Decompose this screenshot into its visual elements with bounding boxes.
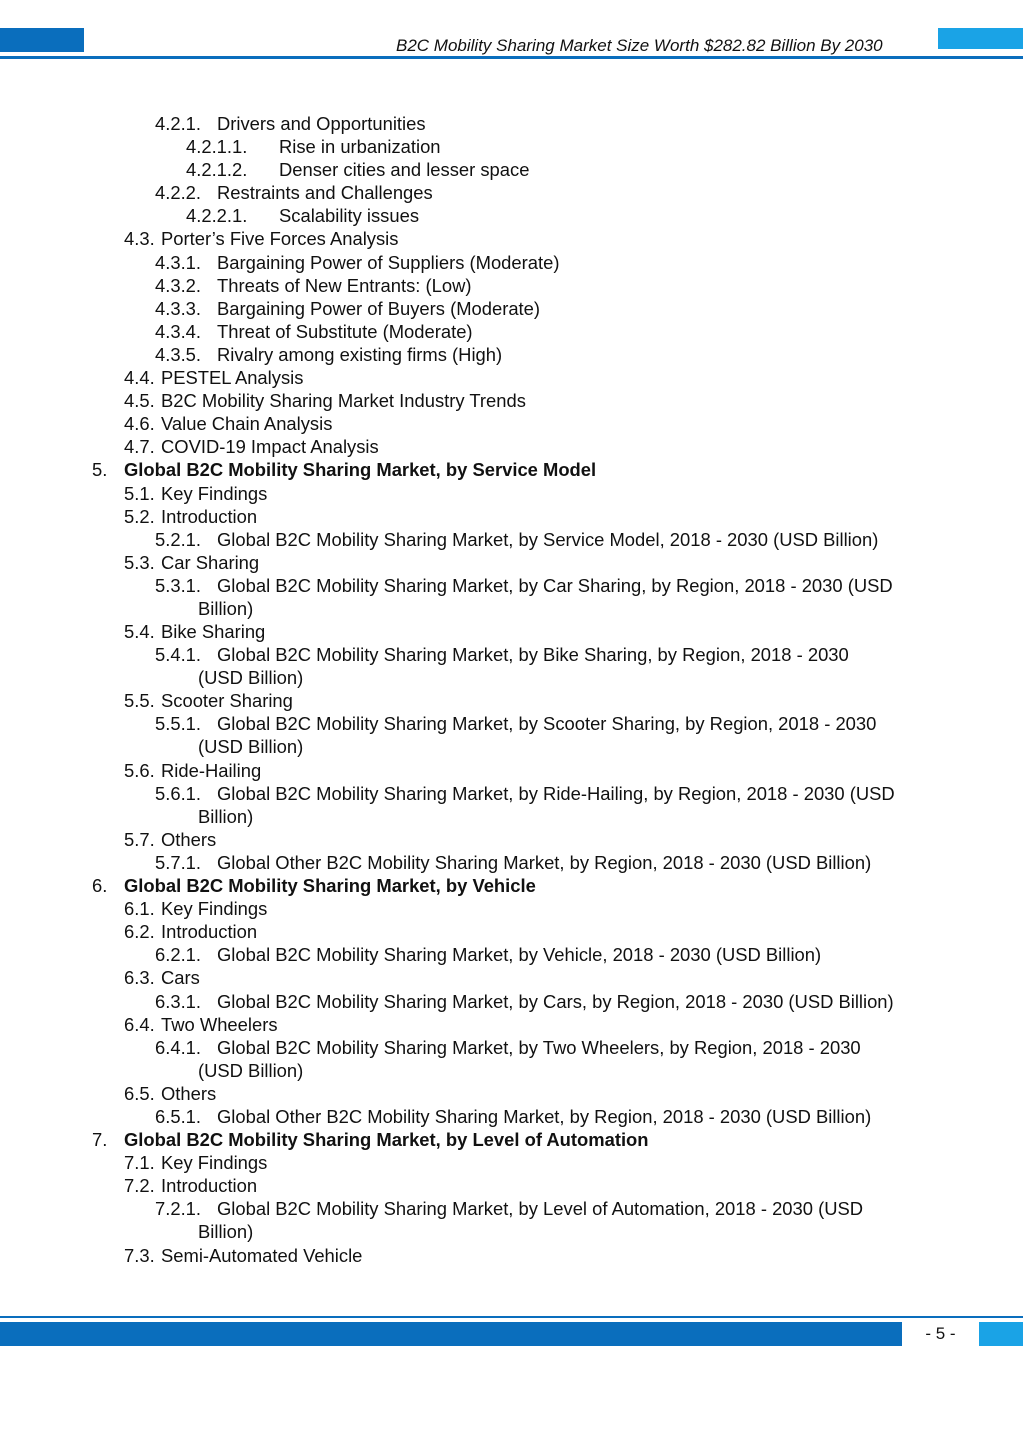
- toc-chapter: [0, 458, 1023, 481]
- header-block-right: [938, 28, 1023, 49]
- toc-number: 4.3.2.: [155, 274, 202, 296]
- toc-chapter-title: Global B2C Mobility Sharing Market, by Service Model: [124, 459, 597, 481]
- toc-entry: [0, 920, 1023, 943]
- toc-text: Global B2C Mobility Sharing Market, by Scooter Sharing, by Region, 2018 - 2030: [217, 713, 877, 735]
- toc-text: Rivalry among existing firms (High): [217, 343, 503, 365]
- toc-number: 6.: [92, 875, 108, 897]
- toc-text-continuation: (USD Billion): [198, 736, 304, 758]
- toc-text: Others: [161, 1082, 217, 1104]
- toc-entry: [0, 990, 1023, 1013]
- toc-entry: [0, 1151, 1023, 1174]
- toc-text-continuation: Billion): [198, 597, 254, 619]
- toc-chapter: [0, 874, 1023, 897]
- toc-number: 5.7.: [124, 828, 155, 850]
- toc-entry: [0, 1105, 1023, 1128]
- toc-text: COVID-19 Impact Analysis: [161, 436, 379, 458]
- toc-entry: [0, 897, 1023, 920]
- toc-text: Key Findings: [161, 898, 268, 920]
- toc-spacer: [0, 736, 1023, 759]
- toc-number: 4.3.5.: [155, 343, 202, 365]
- toc-number: 5.5.1.: [155, 713, 202, 735]
- toc-number: 6.3.: [124, 967, 155, 989]
- toc-entry: [0, 528, 1023, 551]
- toc-entry: [0, 759, 1023, 782]
- toc-entry: [0, 112, 1023, 135]
- toc-text: Global B2C Mobility Sharing Market, by Car Sharing, by Region, 2018 - 2030 (USD: [217, 574, 893, 596]
- toc-number: 4.3.: [124, 228, 155, 250]
- toc-number: 4.4.: [124, 367, 155, 389]
- toc-number: 5.2.: [124, 505, 155, 527]
- toc-text-continuation: Billion): [198, 805, 254, 827]
- toc-entry: [0, 828, 1023, 851]
- toc-number: 7.: [92, 1129, 108, 1151]
- toc-number: 7.2.: [124, 1175, 155, 1197]
- toc-number: 4.2.1.2.: [186, 159, 248, 181]
- footer-bar-right: [979, 1322, 1023, 1346]
- toc-entry: [0, 966, 1023, 989]
- toc-number: 5.: [92, 459, 108, 481]
- toc-text: Global B2C Mobility Sharing Market, by Vehicle, 2018 - 2030 (USD Billion): [217, 944, 822, 966]
- toc-entry: [0, 620, 1023, 643]
- toc-text: Key Findings: [161, 482, 268, 504]
- toc-number: 5.4.: [124, 621, 155, 643]
- toc-text: Bargaining Power of Suppliers (Moderate): [217, 251, 560, 273]
- toc-entry: [0, 1197, 1023, 1243]
- toc-text: Global Other B2C Mobility Sharing Market, by Region, 2018 - 2030 (USD Billion): [217, 1106, 872, 1128]
- toc-text: Others: [161, 828, 217, 850]
- toc-text-continuation: (USD Billion): [198, 1059, 304, 1081]
- toc-spacer: [0, 1221, 1023, 1244]
- toc-number: 5.5.: [124, 690, 155, 712]
- toc-entry: [0, 1082, 1023, 1105]
- toc-text: Introduction: [161, 1175, 258, 1197]
- toc-text: Key Findings: [161, 1152, 268, 1174]
- toc-text: Global B2C Mobility Sharing Market, by Ride-Hailing, by Region, 2018 - 2030 (USD: [217, 782, 895, 804]
- toc-entry: [0, 643, 1023, 689]
- toc-text: Threat of Substitute (Moderate): [217, 320, 473, 342]
- toc-number: 7.1.: [124, 1152, 155, 1174]
- header-rule: [0, 56, 1023, 59]
- toc-entry: [0, 204, 1023, 227]
- toc-chapter-title: Global B2C Mobility Sharing Market, by Vehicle: [124, 875, 536, 897]
- toc-number: 6.2.: [124, 921, 155, 943]
- toc-number: 5.6.1.: [155, 782, 202, 804]
- toc-number: 6.4.1.: [155, 1036, 202, 1058]
- toc-number: 6.4.: [124, 1013, 155, 1035]
- toc-text: Global B2C Mobility Sharing Market, by Cars, by Region, 2018 - 2030 (USD Billion): [217, 990, 894, 1012]
- toc-number: 6.1.: [124, 898, 155, 920]
- toc-spacer: [0, 666, 1023, 689]
- toc-entry: [0, 505, 1023, 528]
- toc-text: Global Other B2C Mobility Sharing Market, by Region, 2018 - 2030 (USD Billion): [217, 852, 872, 873]
- toc-entry: [0, 712, 1023, 758]
- toc-number: 6.5.1.: [155, 1106, 202, 1128]
- toc-number: 4.5.: [124, 390, 155, 412]
- toc-number: 6.2.1.: [155, 944, 202, 966]
- toc-spacer: [0, 597, 1023, 620]
- toc-number: 4.3.3.: [155, 297, 202, 319]
- toc-entry: [0, 782, 1023, 827]
- toc-entry: [0, 943, 1023, 966]
- toc-text: Two Wheelers: [161, 1013, 278, 1035]
- toc-entry: [0, 181, 1023, 204]
- footer-rule: [0, 1316, 1023, 1318]
- toc-entry: [0, 482, 1023, 505]
- toc-text: Introduction: [161, 505, 258, 527]
- toc-entry: [0, 551, 1023, 574]
- toc-number: 4.3.1.: [155, 251, 202, 273]
- toc-text: Restraints and Challenges: [217, 182, 433, 204]
- toc-text: Denser cities and lesser space: [279, 159, 530, 181]
- toc-text: Global B2C Mobility Sharing Market, by Bike Sharing, by Region, 2018 - 2030: [217, 644, 849, 666]
- toc-entry: [0, 1174, 1023, 1197]
- toc-text: Rise in urbanization: [279, 136, 441, 158]
- toc-number: 4.6.: [124, 413, 155, 435]
- toc-entry: [0, 389, 1023, 412]
- toc-number: 5.3.: [124, 551, 155, 573]
- footer-bar-left: [0, 1322, 902, 1346]
- toc-number: 6.5.: [124, 1082, 155, 1104]
- toc-spacer: [0, 1059, 1023, 1082]
- toc-entry: [0, 320, 1023, 343]
- toc-number: 4.3.4.: [155, 320, 202, 342]
- toc-chapter: [0, 1128, 1023, 1151]
- toc-number: 5.2.1.: [155, 528, 202, 550]
- toc-entry: [0, 435, 1023, 458]
- toc-entry: [0, 851, 1023, 874]
- toc-number: 6.3.1.: [155, 990, 202, 1012]
- toc-number: 4.2.2.: [155, 182, 202, 204]
- toc-number: 4.2.1.: [155, 113, 202, 134]
- toc-text: Car Sharing: [161, 551, 260, 573]
- toc-entry: [0, 158, 1023, 181]
- toc-text: Bike Sharing: [161, 621, 266, 643]
- toc-text: Global B2C Mobility Sharing Market, by Service Model, 2018 - 2030 (USD Billion): [217, 528, 879, 550]
- toc-text: Global B2C Mobility Sharing Market, by Level of Automation, 2018 - 2030 (USD: [217, 1198, 864, 1220]
- toc-entry: [0, 574, 1023, 619]
- toc-entry: [0, 366, 1023, 389]
- toc-number: 5.6.: [124, 759, 155, 781]
- toc-text: Scalability issues: [279, 205, 420, 227]
- header-block-left: [0, 28, 84, 52]
- page-number: - 5 -: [925, 1324, 956, 1343]
- toc-text: Introduction: [161, 921, 258, 943]
- toc-entry: [0, 1036, 1023, 1081]
- toc-entry: [0, 135, 1023, 158]
- toc-number: 7.2.1.: [155, 1198, 202, 1220]
- toc-number: 7.3.: [124, 1244, 155, 1266]
- toc-entry: [0, 1013, 1023, 1036]
- toc-text: Value Chain Analysis: [161, 413, 333, 435]
- toc-text: Semi-Automated Vehicle: [161, 1244, 363, 1266]
- toc-entry: [0, 412, 1023, 435]
- toc-entry: [0, 227, 1023, 250]
- toc-number: 4.2.1.1.: [186, 136, 248, 158]
- toc-text: Global B2C Mobility Sharing Market, by Two Wheelers, by Region, 2018 - 2030: [217, 1036, 861, 1058]
- toc-text: Bargaining Power of Buyers (Moderate): [217, 297, 541, 319]
- toc-number: 5.4.1.: [155, 644, 202, 666]
- toc-entry: [0, 297, 1023, 320]
- toc-text: Scooter Sharing: [161, 690, 293, 712]
- toc-text: PESTEL Analysis: [161, 367, 304, 389]
- toc-text: Drivers and Opportunities: [217, 113, 426, 134]
- toc-entry: [0, 689, 1023, 712]
- toc-spacer: [0, 805, 1023, 828]
- toc-number: 4.2.2.1.: [186, 205, 248, 227]
- toc-entry: [0, 251, 1023, 274]
- toc-entry: [0, 274, 1023, 297]
- toc-text-continuation: (USD Billion): [198, 667, 304, 689]
- toc-number: 5.3.1.: [155, 574, 202, 596]
- toc-entry: [0, 343, 1023, 366]
- toc-text: Cars: [161, 967, 200, 989]
- toc-text-continuation: Billion): [198, 1221, 254, 1243]
- toc-text: Threats of New Entrants: (Low): [217, 274, 472, 296]
- toc-number: 5.7.1.: [155, 852, 202, 873]
- header-title: B2C Mobility Sharing Market Size Worth $282.82 Billion By 2030: [396, 36, 883, 55]
- toc-text: B2C Mobility Sharing Market Industry Trends: [161, 390, 526, 412]
- toc-number: 4.7.: [124, 436, 155, 458]
- table-of-contents: [0, 112, 1023, 1267]
- toc-chapter-title: Global B2C Mobility Sharing Market, by Level of Automation: [124, 1129, 649, 1151]
- toc-text: Ride-Hailing: [161, 759, 262, 781]
- toc-entry: [0, 1244, 1023, 1267]
- toc-number: 5.1.: [124, 482, 155, 504]
- toc-text: Porter’s Five Forces Analysis: [161, 228, 399, 250]
